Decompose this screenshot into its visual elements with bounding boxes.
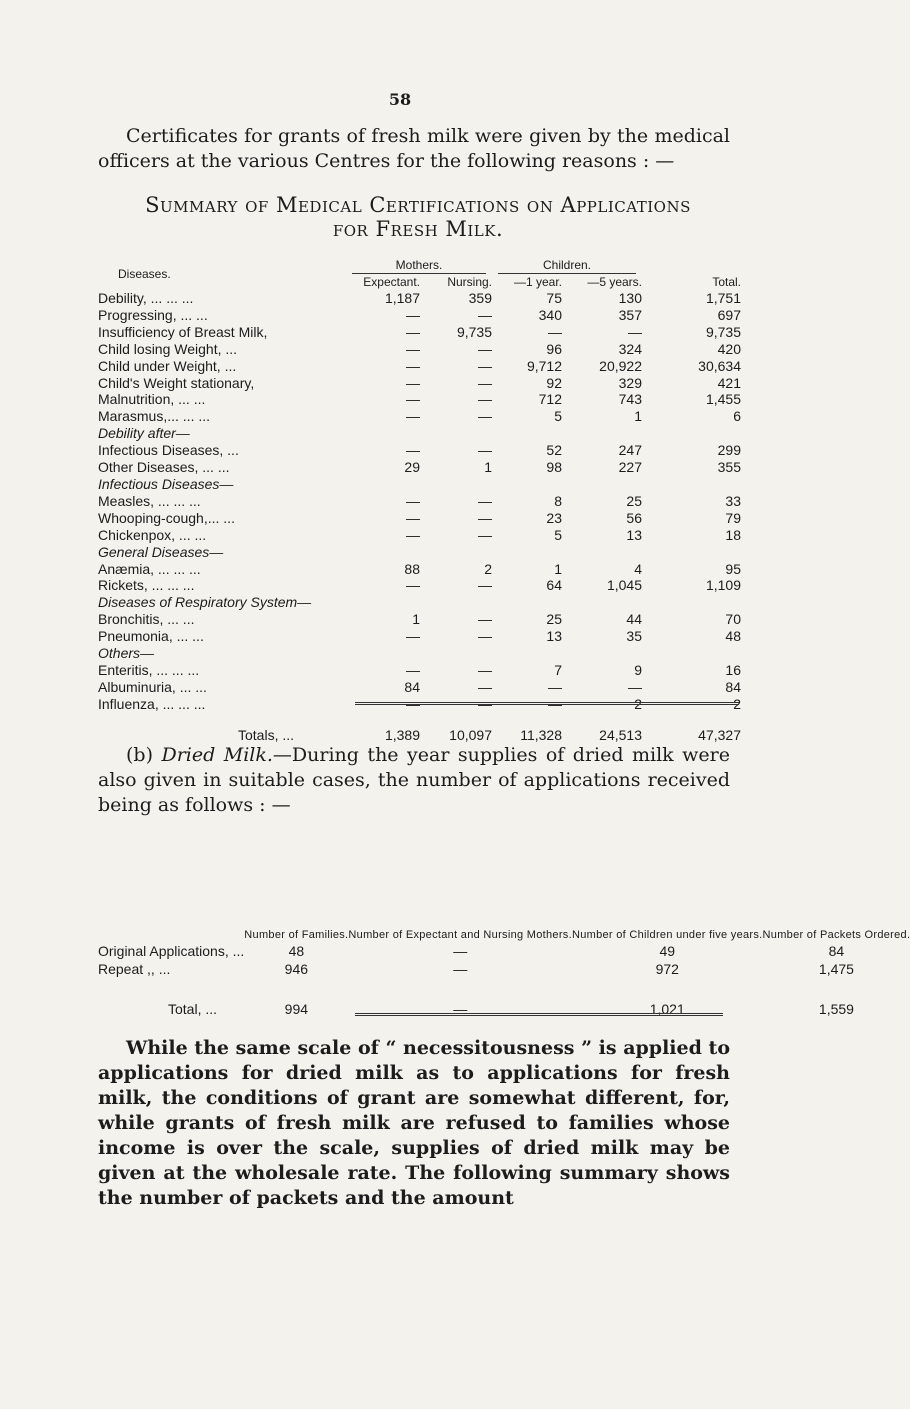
cell-value: 1,187 <box>384 290 420 306</box>
table-row <box>98 324 741 341</box>
cell-value: 1,109 <box>705 577 741 594</box>
cell-value: 355 <box>717 459 741 476</box>
row-label: Marasmus,... ... ... <box>98 408 211 425</box>
cell-value: — <box>406 695 420 712</box>
dried-milk-paragraph: (b) Dried Milk.—During the year supplies of dried milk were also given in suitable cases, the number of applications received being as follows : — <box>98 744 730 816</box>
certifications-table <box>98 258 741 744</box>
cell-value: — <box>628 323 642 340</box>
cell-value: — <box>478 661 492 678</box>
cell-value: 35 <box>626 628 642 645</box>
cell-value: 88 <box>404 560 420 577</box>
cell-value: 75 <box>546 290 562 306</box>
row-label: Progressing, ... ... <box>98 306 208 323</box>
cell-value: — <box>406 306 420 323</box>
cell-value: 44 <box>626 611 642 628</box>
cell-value: — <box>406 374 420 391</box>
cell-value: 9,712 <box>526 357 562 374</box>
dried-milk-table <box>98 929 910 1018</box>
summary-title <box>98 193 738 241</box>
cell-value: 8 <box>554 492 562 509</box>
cell-value: 79 <box>725 509 741 526</box>
row-label: Measles, ... ... ... <box>98 492 201 509</box>
totals-double-rule <box>355 702 739 705</box>
cell-value: 20,922 <box>599 357 642 374</box>
row-label: Anæmia, ... ... ... <box>98 560 201 577</box>
total-value: 1,389 <box>384 726 420 743</box>
table-row <box>98 577 741 594</box>
cell-value: — <box>406 526 420 543</box>
table-row <box>98 290 741 307</box>
cell-value: 1,045 <box>606 577 642 594</box>
row-label: Infectious Diseases, ... <box>98 442 239 459</box>
total-value: 24,513 <box>599 726 642 743</box>
cell-value: — <box>406 577 420 594</box>
cell-value: 329 <box>618 374 642 391</box>
cell-value: 23 <box>546 509 562 526</box>
cell-value: 84 <box>725 678 741 695</box>
cell-value: 1,455 <box>705 391 741 408</box>
cell-value: 2 <box>484 560 492 577</box>
cell-value: 5 <box>554 526 562 543</box>
expectant-header: Expectant. <box>363 275 420 289</box>
cell-value: 84 <box>828 943 845 959</box>
cell-value: 299 <box>717 442 741 459</box>
cell-value: 972 <box>655 961 679 977</box>
under-5-years-header: —5 years. <box>587 275 642 289</box>
cell-value: 227 <box>618 459 642 476</box>
total-value: 994 <box>284 1001 309 1017</box>
cell-value: — <box>548 695 562 712</box>
table-row <box>98 358 741 375</box>
cell-value: 340 <box>538 306 562 323</box>
cell-value: 6 <box>733 408 741 425</box>
row-label: Chickenpox, ... ... <box>98 526 207 543</box>
cell-value: 64 <box>546 577 562 594</box>
cell-value: 56 <box>626 509 642 526</box>
table-row <box>98 493 741 510</box>
cell-value: — <box>406 628 420 645</box>
children-header: Children. <box>492 258 642 274</box>
certifications-table-body <box>98 290 741 744</box>
table-row <box>98 942 910 960</box>
cell-value: 359 <box>468 290 492 306</box>
cell-value: 25 <box>626 492 642 509</box>
total-header: Total. <box>712 275 741 289</box>
cell-value: — <box>406 323 420 340</box>
row-label: Enteritis, ... ... ... <box>98 661 200 678</box>
cell-value: 357 <box>618 306 642 323</box>
dried-milk-table-body <box>98 942 910 1018</box>
section-label: Debility after— <box>98 425 190 442</box>
cell-value: 1 <box>634 408 642 425</box>
cell-value: — <box>478 611 492 628</box>
cell-value: — <box>453 961 468 977</box>
table-row <box>98 459 741 476</box>
cell-value: — <box>478 492 492 509</box>
table-row <box>98 960 910 978</box>
cell-value: 697 <box>717 306 741 323</box>
row-label: Whooping-cough,... ... <box>98 509 235 526</box>
cell-value: — <box>478 695 492 712</box>
table-row <box>98 375 741 392</box>
cell-value: — <box>406 661 420 678</box>
row-label: Repeat ,, ... <box>98 961 171 977</box>
nursing-header: Nursing. <box>447 275 492 289</box>
diseases-header: Diseases. <box>118 266 171 281</box>
row-label: Malnutrition, ... ... <box>98 391 206 408</box>
total-value: 10,097 <box>449 726 492 743</box>
cell-value: 49 <box>659 943 676 959</box>
cell-value: 420 <box>717 340 741 357</box>
table-row <box>98 527 741 544</box>
section-label: Others— <box>98 645 155 662</box>
row-label: Child's Weight stationary, <box>98 374 255 391</box>
page-number: 58 <box>388 90 412 109</box>
cell-value: 25 <box>546 611 562 628</box>
row-label: Other Diseases, ... ... <box>98 459 230 476</box>
cell-value: 9,735 <box>705 323 741 340</box>
cell-value: 13 <box>626 526 642 543</box>
cell-value: 92 <box>546 374 562 391</box>
cell-value: — <box>406 408 420 425</box>
cell-value: 1 <box>484 459 492 476</box>
table-row <box>98 628 741 645</box>
total-value: — <box>453 1001 468 1017</box>
cell-value: — <box>548 678 562 695</box>
cell-value: 247 <box>618 442 642 459</box>
row-label: Rickets, ... ... ... <box>98 577 195 594</box>
total-value: 47,327 <box>698 726 741 743</box>
total-value: 11,328 <box>520 726 562 743</box>
cell-value: 1,475 <box>818 961 854 977</box>
cell-value: — <box>478 577 492 594</box>
cell-value: 1 <box>554 560 562 577</box>
cell-value: 9 <box>634 661 642 678</box>
section-label: General Diseases— <box>98 543 224 560</box>
section-label: Infectious Diseases— <box>98 475 234 492</box>
cell-value: 324 <box>618 340 642 357</box>
totals-label: Totals, ... <box>238 726 295 743</box>
cell-value: — <box>478 442 492 459</box>
mothers-header: Mothers. <box>346 258 492 274</box>
families-header: Number of Families. <box>244 929 349 941</box>
section-heading <box>98 425 741 442</box>
section-label: Diseases of Respiratory System— <box>98 594 312 611</box>
cell-value: 2 <box>733 695 741 712</box>
total-label: Total, ... <box>168 1001 218 1017</box>
row-label: Influenza, ... ... ... <box>98 695 206 712</box>
cell-value: — <box>628 678 642 695</box>
intro-paragraph: Certificates for grants of fresh milk were given by the medical officers at the various Centres for the following reasons : — <box>98 125 730 172</box>
totals-row <box>98 713 741 744</box>
mothers-count-header: Number of Expectant and Nursing Mothers. <box>348 929 572 941</box>
row-label: Bronchitis, ... ... <box>98 611 195 628</box>
cell-value: 7 <box>554 661 562 678</box>
cell-value: 96 <box>546 340 562 357</box>
section-heading <box>98 476 741 493</box>
table-row <box>98 679 741 696</box>
cell-value: — <box>478 357 492 374</box>
cell-value: 70 <box>725 611 741 628</box>
cell-value: 4 <box>634 560 642 577</box>
packets-header: Number of Packets Ordered. <box>762 929 910 941</box>
cell-value: 421 <box>717 374 741 391</box>
cell-value: — <box>478 628 492 645</box>
cell-value: 9,735 <box>456 323 492 340</box>
row-label: Albuminuria, ... ... <box>98 678 207 695</box>
cell-value: — <box>478 340 492 357</box>
cell-value: — <box>478 678 492 695</box>
cell-value: — <box>478 509 492 526</box>
cell-value: 29 <box>404 459 420 476</box>
table-row <box>98 611 741 628</box>
total-value: 1,559 <box>818 1001 854 1017</box>
cell-value: 95 <box>725 560 741 577</box>
cell-value: 946 <box>284 961 309 977</box>
cell-value: 1 <box>412 611 420 628</box>
summary-title-line1: Summary of Medical Certifications on Applications <box>145 193 691 217</box>
dried-milk-double-rule <box>355 1013 723 1016</box>
section-heading <box>98 645 741 662</box>
row-label: Original Applications, ... <box>98 943 245 959</box>
cell-value: — <box>406 391 420 408</box>
section-heading <box>98 594 741 611</box>
cell-value: 1,751 <box>705 290 741 306</box>
cell-value: 13 <box>546 628 562 645</box>
cell-value: — <box>406 340 420 357</box>
cell-value: — <box>548 323 562 340</box>
table-row <box>98 408 741 425</box>
cell-value: 84 <box>404 678 420 695</box>
row-label: Debility, ... ... ... <box>98 290 194 306</box>
cell-value: — <box>478 391 492 408</box>
row-label: Child losing Weight, ... <box>98 340 238 357</box>
cell-value: 130 <box>618 290 642 306</box>
total-value: 1,021 <box>649 1001 685 1017</box>
cell-value: — <box>478 408 492 425</box>
cell-value: — <box>406 492 420 509</box>
under-1-year-header: —1 year. <box>513 275 562 289</box>
closing-paragraph: While the same scale of “ necessitousness ” is applied to applications for dried milk as to applications for fresh milk, the conditions of grant are somewhat different, for, while grants of fresh milk are refused to families whose income is over the scale, supplies of dried milk may be given at the wholesale rate. The following summary shows the number of packets and the amount <box>98 1037 730 1209</box>
row-label: Child under Weight, ... <box>98 357 237 374</box>
table-row <box>98 442 741 459</box>
cell-value: 52 <box>546 442 562 459</box>
table-row <box>98 341 741 358</box>
cell-value: 48 <box>725 628 741 645</box>
cell-value: — <box>478 306 492 323</box>
children-count-header: Number of Children under five years. <box>571 929 763 941</box>
cell-value: — <box>406 509 420 526</box>
section-heading <box>98 544 741 561</box>
cell-value: 33 <box>725 492 741 509</box>
row-label: Insufficiency of Breast Milk, <box>98 323 268 340</box>
table-row <box>98 510 741 527</box>
table-row <box>98 307 741 324</box>
cell-value: 18 <box>725 526 741 543</box>
cell-value: 5 <box>554 408 562 425</box>
row-label: Pneumonia, ... ... <box>98 628 204 645</box>
summary-title-line2: for Fresh Milk. <box>332 217 504 241</box>
cell-value: 48 <box>288 943 305 959</box>
cell-value: 712 <box>538 391 562 408</box>
dried-milk-heading: Dried Milk. <box>161 744 273 766</box>
cell-value: — <box>406 357 420 374</box>
cell-value: 743 <box>618 391 642 408</box>
table-row <box>98 662 741 679</box>
cell-value: 2 <box>634 695 642 712</box>
cell-value: 30,634 <box>698 357 741 374</box>
table-row <box>98 561 741 578</box>
cell-value: — <box>406 442 420 459</box>
cell-value: 16 <box>725 661 741 678</box>
cell-value: — <box>478 374 492 391</box>
cell-value: — <box>453 943 468 959</box>
total-row <box>98 978 910 1018</box>
table-row <box>98 391 741 408</box>
cell-value: — <box>478 526 492 543</box>
cell-value: 98 <box>546 459 562 476</box>
